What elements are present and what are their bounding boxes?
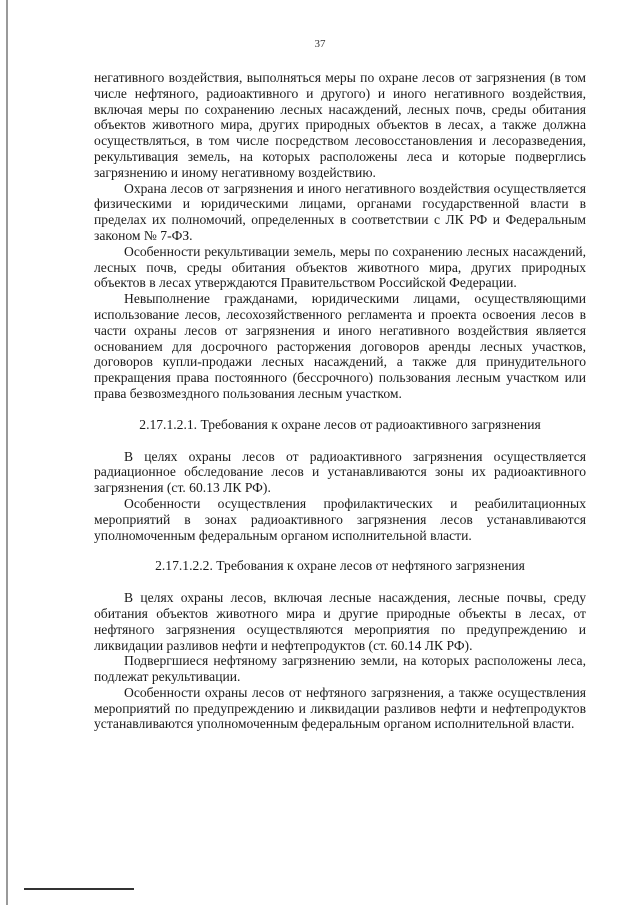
scan-left-edge-line xyxy=(6,0,8,905)
paragraph-radiation-measures: Особенности осуществления профилактических и реабилитационных мероприятий в зонах радиоактивного загрязнения лесов устанавливаются уполномоченным федеральным органом исполнительной власти. xyxy=(94,495,586,543)
paragraph-continuation: негативного воздействия, выполняться меры по охране лесов от загрязнения (в том числе нефтяного, радиоактивного и другого) и иного негативного воздействия, включая меры по сохранению лесных насаждений, лесных почв, среды обитания объектов животного мира, других природных объектов в лесах, а также должна осуществляться, в том числе посредством лесовосстановления и лесоразведения, рекультивация земель, на которых расположены леса и которые подверглись загрязнению и иному негативному воздействию. xyxy=(94,70,586,180)
paragraph-protection-subjects: Охрана лесов от загрязнения и иного негативного воздействия осуществляется физическими и юридическими лицами, органами государственной власти в пределах их полномочий, определенных в соответствии с ЛК РФ и Федеральным законом № 7-ФЗ. xyxy=(94,180,586,243)
paragraph-oil-protection: В целях охраны лесов, включая лесные насаждения, лесные почвы, среду обитания объектов животного мира и другие природные объекты в лесах, от нефтяного загрязнения осуществляются мероприятия по предупреждению и ликвидации разливов нефти и нефтепродуктов (ст. 60.14 ЛК РФ). xyxy=(94,590,586,653)
section-heading-radioactive: 2.17.1.2.1. Требования к охране лесов от радиоактивного загрязнения xyxy=(139,416,541,432)
paragraph-oil-authority: Особенности охраны лесов от нефтяного загрязнения, а также осуществления мероприятий по предупреждению и ликвидации разливов нефти и нефтепродуктов устанавливаются уполномоченным федеральным органом исполнительной власти. xyxy=(94,684,586,732)
paragraph-recultivation: Особенности рекультивации земель, меры по сохранению лесных насаждений, лесных почв, среды обитания объектов животного мира, других природных объектов в лесах утверждаются Правительством Российской Федерации. xyxy=(94,243,586,291)
paragraph-non-compliance: Невыполнение гражданами, юридическими лицами, осуществляющими использование лесов, лесохозяйственного регламента и проекта освоения лесов в части охраны лесов от загрязнения и иного негативного воздействия является основанием для досрочного расторжения договоров аренды лесных участков, договоров купли-продажи лесных насаждений, а также для принудительного прекращения права постоянного (бессрочного) пользования лесным участком или права безвозмездного пользования лесным участком. xyxy=(94,291,586,401)
footnote-separator-line xyxy=(24,888,134,890)
paragraph-radiation-survey: В целях охраны лесов от радиоактивного загрязнения осуществляется радиационное обследование лесов и устанавливаются зоны их радиоактивного загрязнения (ст. 60.13 ЛК РФ). xyxy=(94,448,586,496)
page-number: 37 xyxy=(314,38,326,50)
paragraph-oil-recultivation: Подвергшиеся нефтяному загрязнению земли, на которых расположены леса, подлежат рекультивации. xyxy=(94,653,586,685)
section-heading-oil: 2.17.1.2.2. Требования к охране лесов от нефтяного загрязнения xyxy=(155,558,525,574)
document-body xyxy=(94,70,586,732)
